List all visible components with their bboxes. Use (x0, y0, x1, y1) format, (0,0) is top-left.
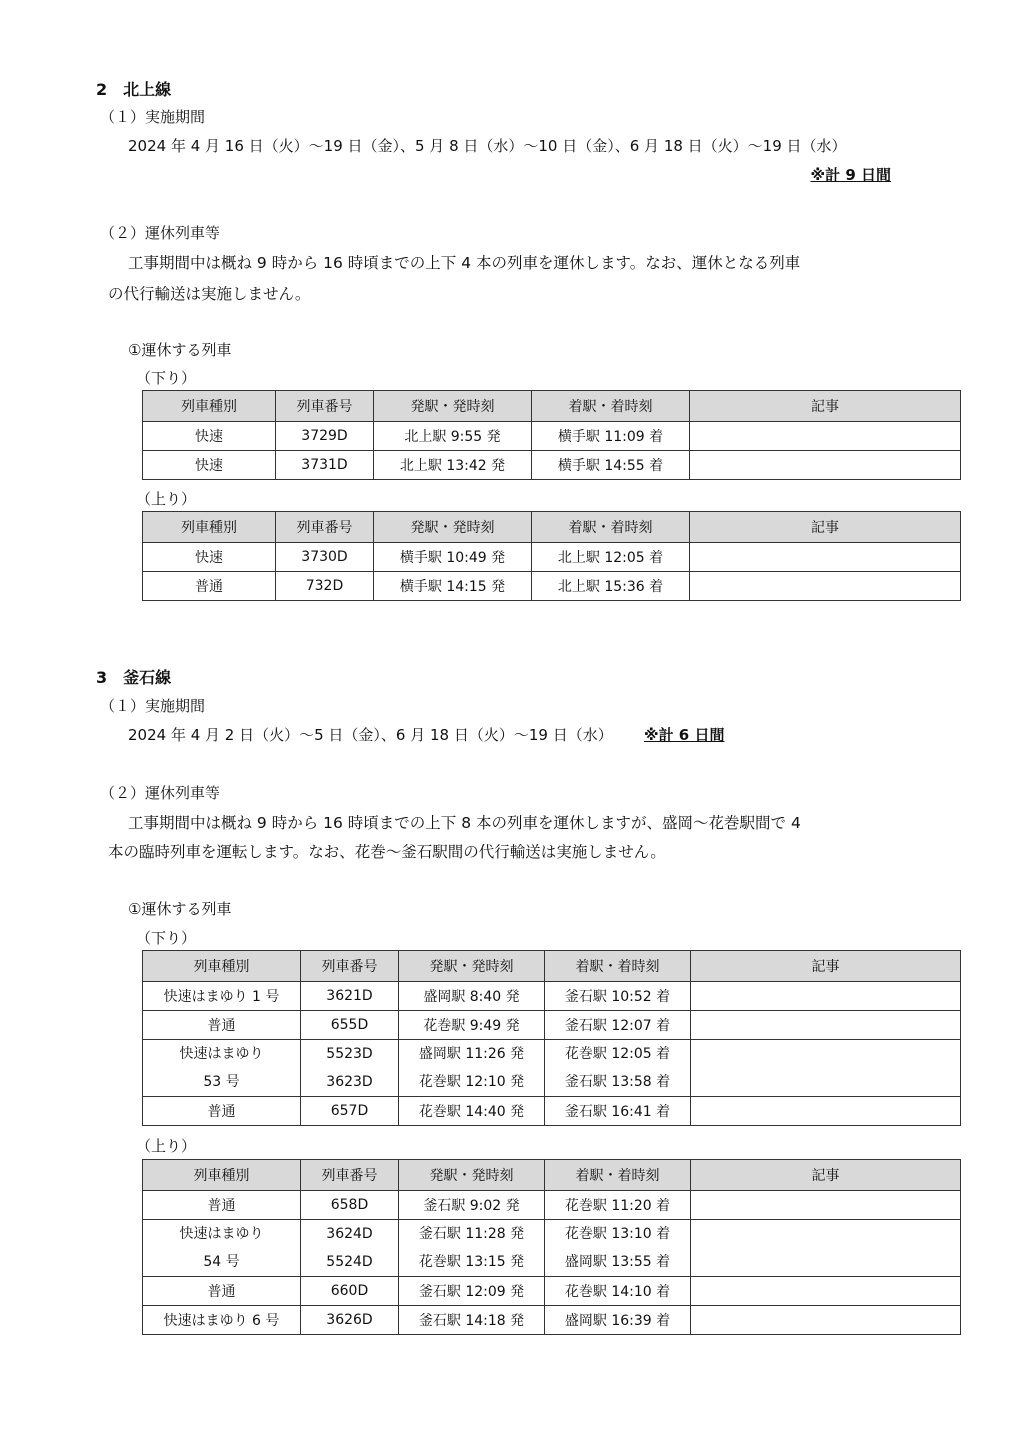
section-2-down-table (142, 390, 961, 480)
section-3-up-table (142, 1159, 961, 1335)
cell-train-type: 普通 (143, 1191, 301, 1220)
section-3-heading: 3 釜石線 (96, 668, 172, 687)
cell-train-type: 快速 (143, 543, 276, 572)
section-2-period-total: ※計 9 日間 (810, 166, 891, 184)
cell-train-type: 快速 (143, 451, 276, 480)
cell-departure: 釜石駅 12:09 発 (399, 1277, 545, 1306)
column-header-arrival: 着駅・着時刻 (545, 951, 691, 982)
table-row (143, 422, 961, 451)
cell-arrival: 横手駅 14:55 着 (532, 451, 690, 480)
cell-train-type: 普通 (143, 1011, 301, 1040)
column-header-train-type: 列車種別 (143, 512, 276, 543)
section-3-period-dates: 2024 年 4 月 2 日（火）〜5 日（金）、6 月 18 日（火）〜19 日（水） (128, 726, 613, 744)
cell-train-number: 658D (301, 1191, 399, 1220)
cell-train-number: 732D (276, 572, 374, 601)
section-2-up-label: （上り） (136, 490, 197, 508)
cell-train-number: 3731D (276, 451, 374, 480)
table-header-row (143, 951, 961, 982)
table-row (143, 982, 961, 1011)
cell-notes (691, 1277, 961, 1306)
cell-train-number: 657D (301, 1097, 399, 1126)
section-3-description-line2: 本の臨時列車を運転します。なお、花巻〜釜石駅間の代行輸送は実施しません。 (108, 843, 666, 861)
section-2-up-table (142, 511, 961, 601)
cell-departure: 釜石駅 9:02 発 (399, 1191, 545, 1220)
table-row (143, 572, 961, 601)
column-header-arrival: 着駅・着時刻 (532, 512, 690, 543)
column-header-departure: 発駅・発時刻 (399, 951, 545, 982)
cell-train-type: 快速 (143, 422, 276, 451)
cell-arrival: 花巻駅 11:20 着 (545, 1191, 691, 1220)
cell-notes (691, 1220, 961, 1277)
cell-arrival: 花巻駅 12:05 着 釜石駅 13:58 着 (545, 1040, 691, 1097)
cell-train-type: 快速はまゆり 53 号 (143, 1040, 301, 1097)
column-header-train-number: 列車番号 (276, 391, 374, 422)
section-2-suspension-title: （２）運休列車等 (100, 224, 221, 242)
cell-departure: 北上駅 13:42 発 (374, 451, 532, 480)
table-row (143, 1011, 961, 1040)
table-row (143, 1097, 961, 1126)
cell-train-number: 3730D (276, 543, 374, 572)
cell-arrival: 北上駅 12:05 着 (532, 543, 690, 572)
column-header-train-type: 列車種別 (143, 391, 276, 422)
cell-notes (690, 543, 961, 572)
column-header-train-number: 列車番号 (301, 1160, 399, 1191)
column-header-arrival: 着駅・着時刻 (532, 391, 690, 422)
column-header-train-number: 列車番号 (276, 512, 374, 543)
cell-notes (691, 1011, 961, 1040)
cell-train-type: 快速はまゆり 54 号 (143, 1220, 301, 1277)
section-2-subtitle: ①運休する列車 (128, 341, 232, 359)
cell-arrival: 盛岡駅 16:39 着 (545, 1306, 691, 1335)
section-2-down-label: （下り） (136, 369, 197, 387)
column-header-train-type: 列車種別 (143, 951, 301, 982)
cell-departure: 釜石駅 14:18 発 (399, 1306, 545, 1335)
section-3-down-label: （下り） (136, 929, 197, 947)
cell-train-number: 655D (301, 1011, 399, 1040)
section-2-description-line1: 工事期間中は概ね 9 時から 16 時頃までの上下 4 本の列車を運休します。なお、運休となる列車 (128, 254, 801, 272)
cell-notes (691, 982, 961, 1011)
cell-train-number: 3624D 5524D (301, 1220, 399, 1277)
cell-notes (691, 1097, 961, 1126)
column-header-notes: 記事 (691, 951, 961, 982)
cell-departure: 北上駅 9:55 発 (374, 422, 532, 451)
table-row (143, 1220, 961, 1277)
cell-train-number: 3621D (301, 982, 399, 1011)
section-3-up-label: （上り） (136, 1137, 197, 1155)
section-3-down-table (142, 950, 961, 1126)
table-row (143, 1040, 961, 1097)
cell-notes (690, 572, 961, 601)
cell-train-number: 5523D 3623D (301, 1040, 399, 1097)
table-row (143, 543, 961, 572)
cell-arrival: 釜石駅 12:07 着 (545, 1011, 691, 1040)
column-header-departure: 発駅・発時刻 (374, 512, 532, 543)
cell-arrival: 花巻駅 14:10 着 (545, 1277, 691, 1306)
cell-train-type: 普通 (143, 1277, 301, 1306)
cell-arrival: 釜石駅 16:41 着 (545, 1097, 691, 1126)
cell-train-number: 3729D (276, 422, 374, 451)
table-row (143, 1277, 961, 1306)
cell-departure: 盛岡駅 8:40 発 (399, 982, 545, 1011)
section-2-heading: 2 北上線 (96, 80, 172, 99)
column-header-arrival: 着駅・着時刻 (545, 1160, 691, 1191)
cell-train-type: 普通 (143, 572, 276, 601)
table-header-row (143, 391, 961, 422)
column-header-train-type: 列車種別 (143, 1160, 301, 1191)
table-row (143, 1191, 961, 1220)
section-3-subtitle: ①運休する列車 (128, 900, 232, 918)
section-3-suspension-title: （２）運休列車等 (100, 784, 221, 802)
cell-departure: 横手駅 14:15 発 (374, 572, 532, 601)
section-3-period-total: ※計 6 日間 (644, 726, 725, 744)
column-header-departure: 発駅・発時刻 (399, 1160, 545, 1191)
cell-arrival: 横手駅 11:09 着 (532, 422, 690, 451)
table-row (143, 1306, 961, 1335)
column-header-notes: 記事 (691, 1160, 961, 1191)
cell-departure: 花巻駅 14:40 発 (399, 1097, 545, 1126)
table-header-row (143, 1160, 961, 1191)
cell-notes (690, 451, 961, 480)
cell-notes (691, 1306, 961, 1335)
cell-notes (690, 422, 961, 451)
section-3-description-line1: 工事期間中は概ね 9 時から 16 時頃までの上下 8 本の列車を運休しますが、盛岡〜花巻駅間で 4 (128, 814, 801, 832)
cell-notes (691, 1040, 961, 1097)
table-row (143, 451, 961, 480)
table-header-row (143, 512, 961, 543)
section-2-period-dates: 2024 年 4 月 16 日（火）〜19 日（金）、5 月 8 日（水）〜10 日（金）、6 月 18 日（火）〜19 日（水） (128, 137, 847, 155)
cell-arrival: 北上駅 15:36 着 (532, 572, 690, 601)
column-header-notes: 記事 (690, 512, 961, 543)
column-header-notes: 記事 (690, 391, 961, 422)
cell-arrival: 花巻駅 13:10 着 盛岡駅 13:55 着 (545, 1220, 691, 1277)
cell-departure: 釜石駅 11:28 発 花巻駅 13:15 発 (399, 1220, 545, 1277)
cell-notes (691, 1191, 961, 1220)
cell-train-number: 3626D (301, 1306, 399, 1335)
column-header-departure: 発駅・発時刻 (374, 391, 532, 422)
section-2-period-title: （１）実施期間 (100, 108, 206, 126)
cell-train-type: 快速はまゆり 1 号 (143, 982, 301, 1011)
cell-departure: 横手駅 10:49 発 (374, 543, 532, 572)
cell-train-number: 660D (301, 1277, 399, 1306)
section-3-period-title: （１）実施期間 (100, 697, 206, 715)
cell-departure: 花巻駅 9:49 発 (399, 1011, 545, 1040)
cell-train-type: 普通 (143, 1097, 301, 1126)
cell-arrival: 釜石駅 10:52 着 (545, 982, 691, 1011)
cell-train-type: 快速はまゆり 6 号 (143, 1306, 301, 1335)
column-header-train-number: 列車番号 (301, 951, 399, 982)
section-2-description-line2: の代行輸送は実施しません。 (108, 285, 311, 303)
cell-departure: 盛岡駅 11:26 発 花巻駅 12:10 発 (399, 1040, 545, 1097)
